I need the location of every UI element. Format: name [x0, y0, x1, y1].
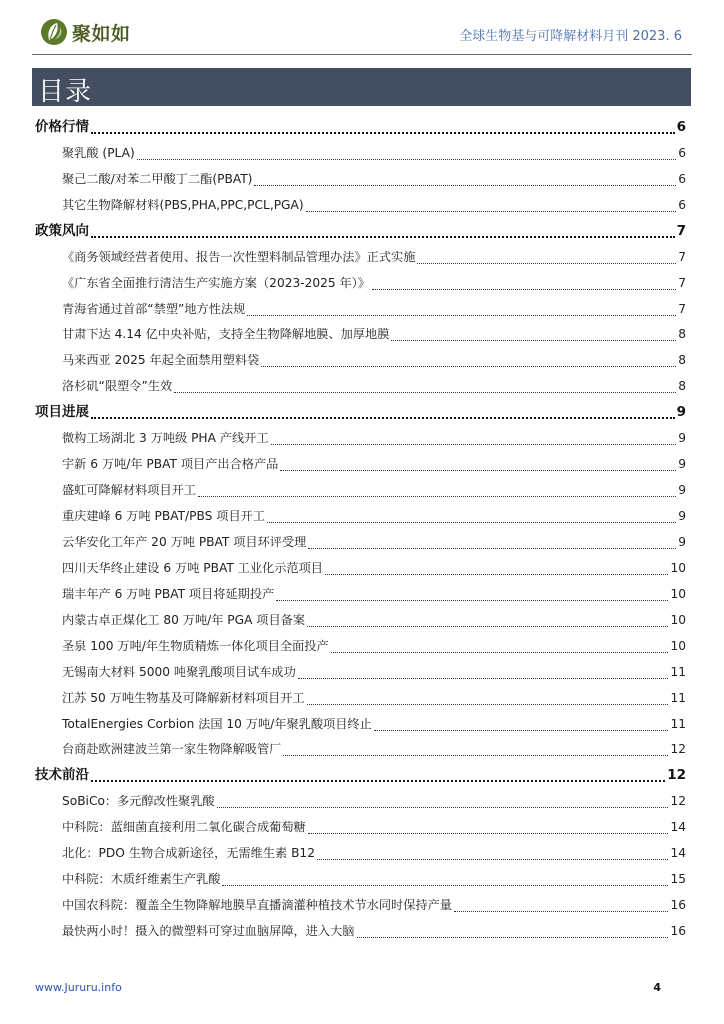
dot-leader	[306, 211, 677, 212]
footer-page-number: 4	[653, 981, 661, 994]
toc-entry-title: 台商赴欧洲建波兰第一家生物降解吸管厂	[62, 742, 282, 757]
toc-entry-title: 内蒙古卓正煤化工 80 万吨/年 PGA 项目备案	[62, 612, 306, 627]
toc-entry-page: 10	[670, 638, 686, 653]
toc-entry-title: TotalEnergies Corbion 法国 10 万吨/年聚乳酸项目终止	[62, 716, 372, 731]
dot-leader	[357, 937, 669, 938]
dot-leader	[325, 574, 669, 575]
toc-entry-title: 江苏 50 万吨生物基及可降解新材料项目开工	[62, 690, 305, 705]
toc-entry-title: 《广东省全面推行清洁生产实施方案（2023-2025 年）》	[62, 275, 370, 290]
dot-leader	[222, 885, 668, 886]
toc-entry-title: 圣泉 100 万吨/年生物质精炼一体化项目全面投产	[62, 638, 329, 653]
toc-entry-title: 聚己二酸/对苯二甲酸丁二酯(PBAT)	[62, 171, 253, 186]
dot-leader	[298, 678, 669, 679]
dot-leader	[261, 366, 676, 367]
toc-item-entry[interactable]	[35, 165, 686, 191]
dot-leader	[308, 833, 669, 834]
toc-entry-title: 北化：PDO 生物合成新途径，无需维生素 B12	[62, 846, 315, 861]
toc-entry-page: 12	[670, 742, 686, 757]
dot-leader	[198, 496, 676, 497]
dot-leader	[308, 548, 676, 549]
toc-entry-page: 10	[670, 586, 686, 601]
toc-entry-title: 宇新 6 万吨/年 PBAT 项目产出合格产品	[62, 457, 279, 472]
toc-item-entry[interactable]	[35, 917, 686, 943]
dot-leader	[307, 704, 669, 705]
toc-entry-page: 9	[678, 534, 686, 549]
toc-entry-page: 6	[678, 145, 686, 160]
toc-entry-page: 11	[670, 690, 686, 705]
dot-leader	[91, 780, 665, 782]
toc-entry-title: 盛虹可降解材料项目开工	[62, 483, 197, 498]
toc-entry-page: 14	[670, 846, 686, 861]
toc-item-entry[interactable]	[35, 813, 686, 839]
toc-item-entry[interactable]	[35, 632, 686, 658]
toc-item-entry[interactable]	[35, 476, 686, 502]
toc-entry-title: 中科院：蓝细菌直接利用二氧化碳合成葡萄糖	[62, 820, 306, 835]
toc-entry-page: 7	[678, 249, 686, 264]
logo	[40, 18, 131, 46]
toc-entry-title: 中科院：木质纤维素生产乳酸	[62, 872, 221, 887]
document-title: 全球生物基与可降解材料月刊 2023. 6	[459, 29, 682, 44]
toc-entry-title: 洛杉矶“限塑令”生效	[62, 379, 173, 394]
toc-entry-page: 9	[678, 431, 686, 446]
toc-item-entry[interactable]	[35, 502, 686, 528]
footer-url-link[interactable]: www.Jururu.info	[35, 981, 122, 994]
dot-leader	[307, 626, 668, 627]
dot-leader	[174, 392, 676, 393]
toc-item-entry[interactable]	[35, 684, 686, 710]
toc-title: 目录	[38, 77, 93, 107]
toc-entry-page: 7	[676, 222, 686, 239]
toc-item-entry[interactable]	[35, 606, 686, 632]
header-divider	[32, 54, 692, 55]
toc-entry-page: 11	[670, 716, 686, 731]
toc-entry-page: 11	[670, 664, 686, 679]
dot-leader	[331, 652, 669, 653]
toc-entry-page: 9	[678, 457, 686, 472]
toc-entry-title: 最快两小时！摄入的微塑料可穿过血脑屏障，进入大脑	[62, 924, 355, 938]
toc-entry-page: 10	[670, 560, 686, 575]
toc-entry-title: 青海省通过首部“禁塑”地方性法规	[62, 301, 246, 316]
toc-entry-title: 微构工场湖北 3 万吨级 PHA 产线开工	[62, 431, 269, 446]
toc-entry-title: 其它生物降解材料(PBS,PHA,PPC,PCL,PGA)	[62, 197, 304, 212]
dot-leader	[137, 159, 677, 160]
toc-item-entry[interactable]	[35, 787, 686, 813]
toc-item-entry[interactable]	[35, 865, 686, 891]
dot-leader	[276, 600, 668, 601]
dot-leader	[391, 340, 676, 341]
toc-section-entry[interactable]	[35, 398, 686, 424]
toc-entry-page: 14	[670, 820, 686, 835]
toc-item-entry[interactable]	[35, 658, 686, 684]
toc-item-entry[interactable]	[35, 710, 686, 736]
dot-leader	[454, 911, 668, 912]
toc-entry-title: 重庆建峰 6 万吨 PBAT/PBS 项目开工	[62, 509, 266, 523]
toc-item-entry[interactable]	[35, 450, 686, 476]
toc-entry-page: 9	[678, 509, 686, 523]
toc-entry-page: 10	[670, 612, 686, 627]
logo-text: 聚如如	[72, 22, 131, 45]
toc-item-entry[interactable]	[35, 580, 686, 606]
dot-leader	[417, 263, 676, 264]
toc-entry-page: 9	[676, 404, 686, 421]
toc-item-entry[interactable]	[35, 839, 686, 865]
dot-leader	[217, 807, 669, 808]
dot-leader	[372, 289, 676, 290]
toc-entry-title: 聚乳酸 (PLA)	[62, 145, 135, 160]
toc-item-entry[interactable]	[35, 346, 686, 372]
toc-entry-title: 政策风向	[35, 222, 89, 239]
toc-item-entry[interactable]	[35, 736, 686, 762]
toc-entry-page: 15	[670, 872, 686, 887]
toc-entry-title: 中国农科院：覆盖全生物降解地膜旱直播滴灌种植技术节水同时保持产量	[62, 898, 452, 913]
toc-section-entry[interactable]	[35, 761, 686, 787]
toc-entry-page: 12	[670, 794, 686, 809]
toc-item-entry[interactable]	[35, 139, 686, 165]
dot-leader	[91, 236, 675, 238]
toc-entry-page: 8	[678, 379, 686, 394]
toc-entry-title: 瑞丰年产 6 万吨 PBAT 项目将延期投产	[62, 586, 275, 601]
dot-leader	[374, 730, 669, 731]
toc-entry-title: SoBiCo：多元醇改性聚乳酸	[62, 794, 215, 809]
toc-entry-page: 6	[678, 171, 686, 186]
toc-entry-page: 16	[670, 898, 686, 913]
toc-section-entry[interactable]	[35, 113, 686, 139]
dot-leader	[317, 859, 669, 860]
dot-leader	[271, 444, 677, 445]
toc-entry-page: 6	[676, 118, 686, 135]
toc-item-entry[interactable]	[35, 191, 686, 217]
toc-entry-title: 价格行情	[35, 118, 89, 135]
table-of-contents	[35, 113, 686, 943]
toc-entry-title: 技术前沿	[35, 767, 89, 784]
dot-leader	[267, 522, 676, 523]
toc-section-entry[interactable]	[35, 217, 686, 243]
toc-entry-page: 7	[678, 275, 686, 290]
dot-leader	[283, 755, 668, 756]
toc-item-entry[interactable]	[35, 295, 686, 321]
toc-item-entry[interactable]	[35, 243, 686, 269]
toc-entry-title: 四川天华终止建设 6 万吨 PBAT 工业化示范项目	[62, 560, 323, 575]
toc-item-entry[interactable]	[35, 372, 686, 398]
toc-entry-title: 甘肃下达 4.14 亿中央补贴，支持全生物降解地膜、加厚地膜	[62, 327, 390, 342]
toc-item-entry[interactable]	[35, 424, 686, 450]
toc-item-entry[interactable]	[35, 554, 686, 580]
toc-entry-page: 7	[678, 301, 686, 316]
leaf-logo-icon	[40, 18, 68, 46]
dot-leader	[280, 470, 676, 471]
toc-item-entry[interactable]	[35, 528, 686, 554]
page-header	[0, 0, 724, 62]
toc-entry-title: 《商务领域经营者使用、报告一次性塑料制品管理办法》正式实施	[62, 249, 416, 264]
toc-entry-page: 6	[678, 197, 686, 212]
toc-entry-page: 16	[670, 924, 686, 938]
toc-entry-title: 项目进展	[35, 404, 89, 421]
toc-entry-title: 无锡南大材料 5000 吨聚乳酸项目试车成功	[62, 664, 296, 679]
toc-entry-page: 8	[678, 327, 686, 342]
toc-entry-page: 9	[678, 483, 686, 498]
toc-banner	[32, 68, 691, 106]
dot-leader	[91, 417, 675, 419]
toc-entry-page: 12	[667, 767, 686, 784]
dot-leader	[91, 132, 675, 134]
dot-leader	[247, 315, 676, 316]
toc-entry-title: 云华安化工年产 20 万吨 PBAT 项目环评受理	[62, 534, 307, 549]
toc-entry-title: 马来西亚 2025 年起全面禁用塑料袋	[62, 353, 260, 368]
toc-item-entry[interactable]	[35, 269, 686, 295]
toc-item-entry[interactable]	[35, 321, 686, 347]
dot-leader	[254, 185, 676, 186]
toc-item-entry[interactable]	[35, 891, 686, 917]
toc-entry-page: 8	[678, 353, 686, 368]
